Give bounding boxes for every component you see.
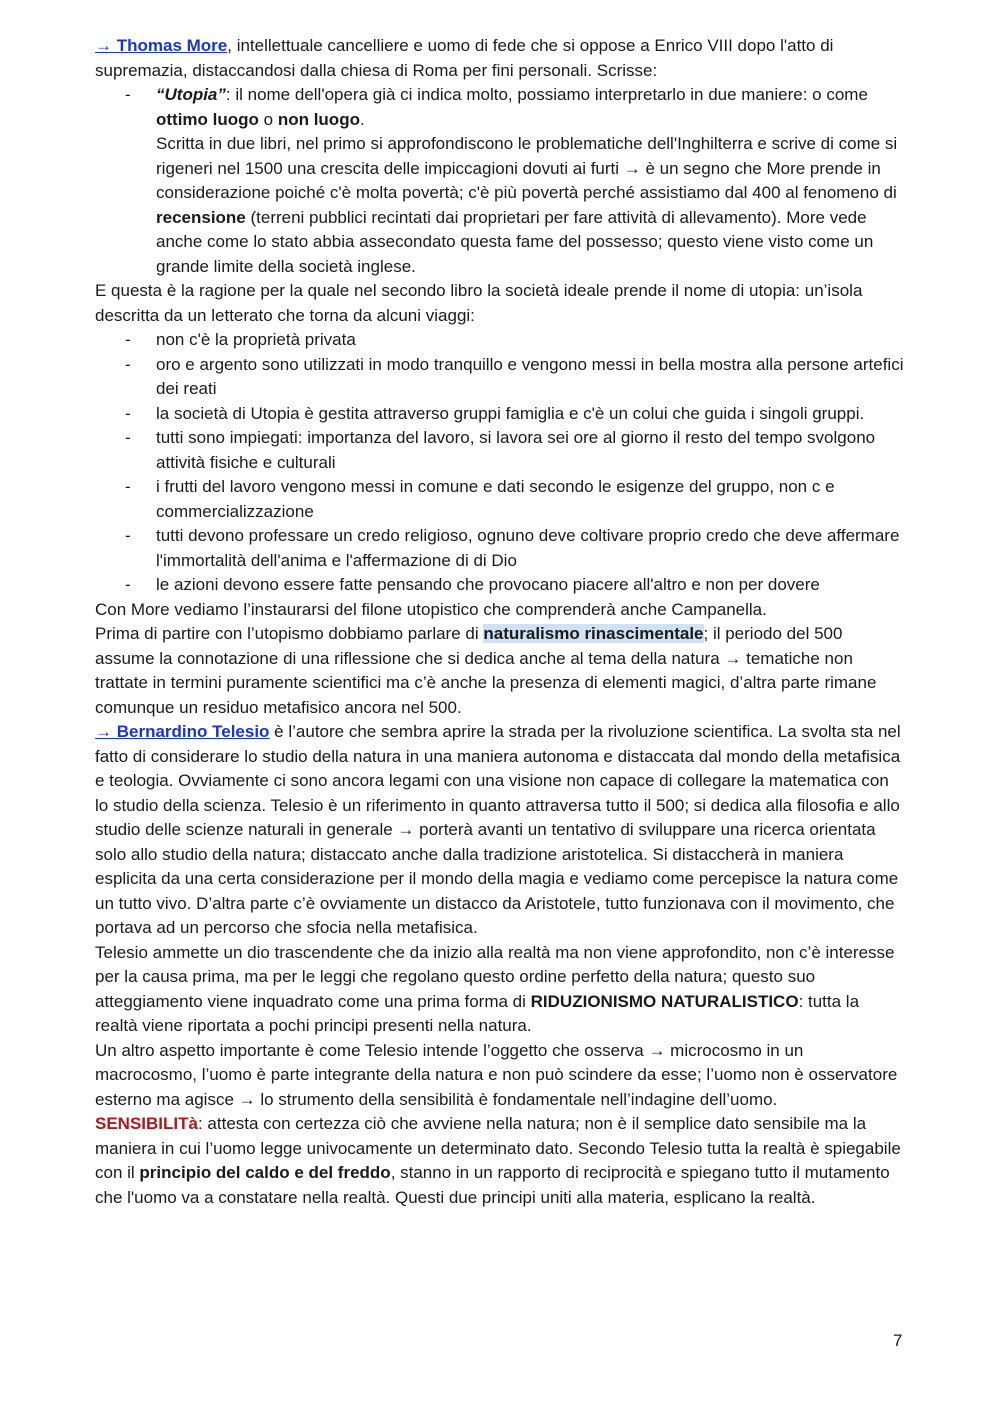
naturalism-paragraph: Prima di partire con l’utopismo dobbiamo parlare di naturalismo rinascimentale; il periodo del 500 assume la connotazione di una riflessione che si dedica anche al tema della natura → tematiche non trattate in termini puramente scientifici ma c’è anche la presenza di elementi magici, d’altra parte rimane comunque un residuo metafisico ancora nel 500.: [95, 624, 877, 717]
telesio-intro-paragraph: → Bernardino Telesio è l’autore che sembra aprire la strada per la rivoluzione scientifica. La svolta sta nel fatto di considerare lo studio della natura in una maniera autonoma e distaccata dal mondo della metafisica e teologia. Ovviamente ci sono ancora legami con una visione non capace di collegare la matematica con lo studio della scienza. Telesio è un riferimento in quanto attraversa tutto il 500; si dedica alla filosofia e allo studio delle scienze naturali in generale → porterà avanti un tentativo di sviluppare una ricerca orientata solo allo studio della natura; distaccato anche dalla tradizione aristotelica. Si distaccherà in maniera esplicita da una certa considerazione per il mondo della magia e vediamo come percepisce la natura come un tutto vivo. D’altra parte c’è ovviamente un distacco da Aristotele, tutto funzionava con il movimento, che portava ad un percorso che sfocia nella metafisica.: [95, 722, 901, 937]
list-item: - la società di Utopia è gestita attraverso gruppi famiglia e c'è un colui che guida i singoli gruppi.: [95, 402, 905, 427]
reductionism-term: RIDUZIONISMO NATURALISTICO: [530, 991, 799, 1011]
list-item: - non c'è la proprietà privata: [95, 328, 905, 353]
utopian-strand-paragraph: Con More vediamo l’instaurarsi del filone utopistico che comprenderà anche Campanella.: [95, 599, 767, 619]
list-item: - tutti devono professare un credo religioso, ognuno deve coltivare proprio credo che deve affermare l'immortalità dell'anima e l'affermazione di di Dio: [95, 524, 905, 573]
list-item: - i frutti del lavoro vengono messi in comune e dati secondo le esigenze del gruppo, non c e commercializzazione: [95, 475, 905, 524]
utopia-item: - “Utopia”: il nome dell'opera già ci indica molto, possiamo interpretarlo in due maniere: o come ottimo luogo o non luogo.: [95, 83, 905, 132]
bernardino-telesio-link[interactable]: → Bernardino Telesio: [95, 722, 270, 741]
list-item: - oro e argento sono utilizzati in modo tranquillo e vengono messi in bella mostra alla persone artefici dei reati: [95, 353, 905, 402]
reductionism-paragraph: Telesio ammette un dio trascendente che da inizio alla realtà ma non viene approfondito, non c’è interesse per la causa prima, ma per le leggi che regolano questo ordine perfetto della natura; questo suo atteggiamento viene inquadrato come una prima forma di RIDUZIONISMO NATURALISTICO: tutta la realtà viene riportata a pochi principi presenti nella natura.: [95, 942, 895, 1035]
microcosm-paragraph: Un altro aspetto importante è come Telesio intende l’oggetto che osserva → microcosmo in un macrocosmo, l’uomo è parte integrante della natura e non può scindere da esse; l’uomo non è osservatore esterno ma agisce → lo strumento della sensibilità è fondamentale nell’indagine dell’uomo.: [95, 1040, 898, 1109]
page-content: [95, 34, 905, 1210]
sensibility-term: SENSIBILITà: [95, 1114, 198, 1133]
utopia-two-books-paragraph: Scritta in due libri, nel primo si approfondiscono le problematiche dell'Inghilterra e scrive di come si rigeneri nel 1500 una crescita delle impiccagioni dovuti ai furti → è un segno che More prende in considerazione poiché c'è molta povertà; c'è più povertà perché assistiamo dal 400 al fenomeno di recensione (terreni pubblici recintati dai proprietari per fare attività di allevamento). More vede anche come lo stato abbia assecondato questa fame del possesso; questo viene visto come un grande limite della società inglese.: [156, 134, 898, 276]
list-item: - le azioni devono essere fatte pensando che provocano piacere all'altro e non per dovere: [95, 573, 905, 598]
sensibility-paragraph: SENSIBILITà: attesta con certezza ciò che avviene nella natura; non è il semplice dato sensibile ma la maniera in cui l’uomo legge univocamente un determinato dato. Secondo Telesio tutta la realtà è spiegabile con il principio del caldo e del freddo, stanno in un rapporto di reciprocità e spiegano tutto il mutamento che l'uomo va a constatare nella realtà. Questi due principi uniti alla materia, esplicano la realtà.: [95, 1114, 901, 1207]
page-number: 7: [893, 1331, 903, 1350]
list-item: - tutti sono impiegati: importanza del lavoro, si lavora sei ore al giorno il resto del tempo svolgono attività fisiche e culturali: [95, 426, 905, 475]
thomas-more-link[interactable]: → Thomas More: [95, 36, 228, 55]
utopia-list: [95, 83, 905, 132]
naturalism-highlight: naturalismo rinascimentale: [483, 624, 704, 643]
more-intro-paragraph: → Thomas More, intellettuale cancelliere e uomo di fede che si oppose a Enrico VIII dopo l'atto di supremazia, distaccandosi dalla chiesa di Roma per fini personali. Scrisse:: [95, 36, 834, 80]
second-book-paragraph: E questa è la ragione per la quale nel secondo libro la società ideale prende il nome di utopia: un’isola descritta da un letterato che torna da alcuni viaggi:: [95, 281, 863, 325]
utopia-title: “Utopia”: [156, 85, 226, 104]
utopia-features-list: [95, 328, 905, 598]
